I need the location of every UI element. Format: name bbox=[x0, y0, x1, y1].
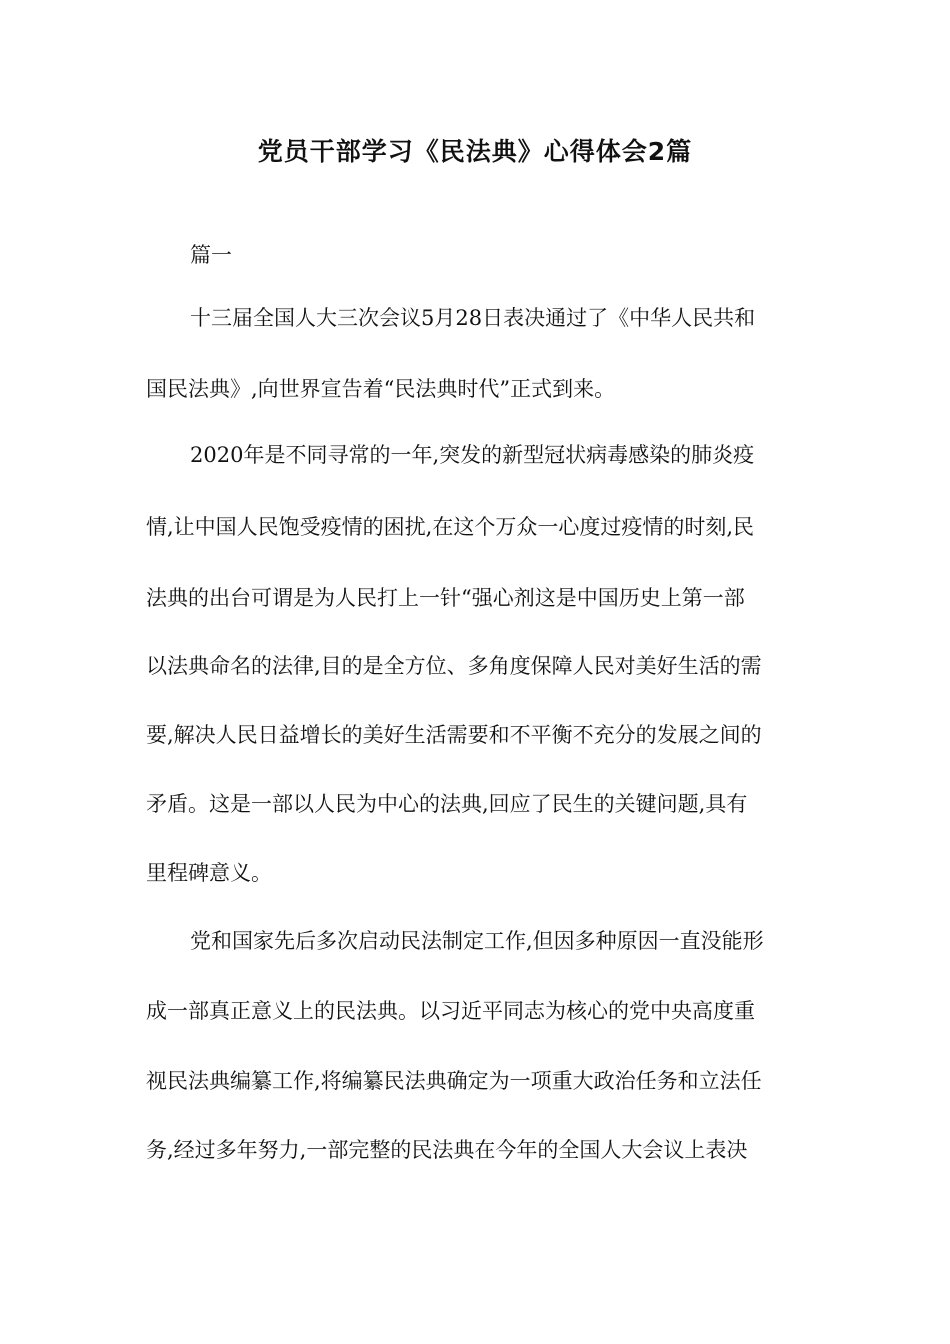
section-heading: 篇一 bbox=[190, 243, 232, 267]
text-line: 里程碑意义。 bbox=[146, 861, 272, 885]
text-line: 视民法典编纂工作,将编纂民法典确定为一项重大政治任务和立法任 bbox=[146, 1069, 762, 1093]
text-line: 以法典命名的法律,目的是全方位、多角度保障人民对美好生活的需 bbox=[146, 654, 762, 678]
text-line: 法典的出台可谓是为人民打上一针“强心剂这是中国历史上第一部 bbox=[146, 586, 745, 610]
text-line: 要,解决人民日益增长的美好生活需要和不平衡不充分的发展之间的 bbox=[146, 723, 762, 747]
text-line: 成一部真正意义上的民法典。以习近平同志为核心的党中央高度重 bbox=[146, 999, 755, 1023]
document-title: 党员干部学习《民法典》心得体会2篇 bbox=[257, 137, 693, 166]
text-line: 情,让中国人民饱受疫情的困扰,在这个万众一心度过疫情的时刻,民 bbox=[146, 515, 755, 539]
text-line: 务,经过多年努力,一部完整的民法典在今年的全国人大会议上表决 bbox=[146, 1138, 748, 1162]
text-line: 国民法典》,向世界宣告着“民法典时代”正式到来。 bbox=[146, 377, 616, 401]
text-line: 矛盾。这是一部以人民为中心的法典,回应了民生的关键问题,具有 bbox=[146, 792, 748, 816]
text-line: 十三届全国人大三次会议5月28日表决通过了《中华人民共和 bbox=[190, 306, 756, 330]
text-line: 党和国家先后多次启动民法制定工作,但因多种原因一直没能形 bbox=[190, 929, 764, 953]
text-line: 2020年是不同寻常的一年,突发的新型冠状病毒感染的肺炎疫 bbox=[190, 443, 755, 467]
